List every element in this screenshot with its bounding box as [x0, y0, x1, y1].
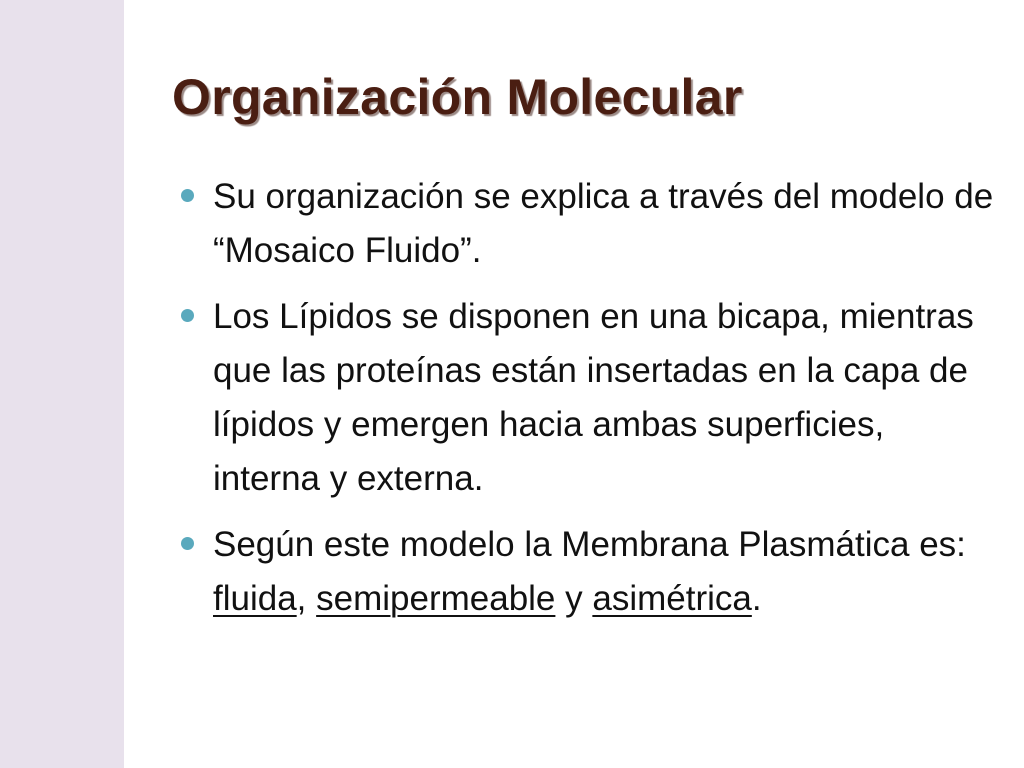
slide-title: Organización Molecular — [172, 69, 743, 125]
side-band-decoration — [0, 0, 124, 768]
separator-text: , — [296, 579, 317, 618]
bullet-dot-icon — [181, 309, 194, 322]
bullet-text: Los Lípidos se disponen en una bicapa, mientras que las proteínas están insertadas en la capa de lípidos y emergen hacia ambas superficies, interna y externa. — [213, 297, 974, 498]
bullet-text: Su organización se explica a través del modelo de “Mosaico Fluido”. — [213, 177, 994, 270]
bullet-dot-icon — [181, 189, 194, 202]
bullet-item — [181, 518, 996, 626]
term-semipermeable: semipermeable — [316, 579, 556, 618]
term-asimetrica: asimétrica — [592, 579, 752, 618]
bullet-text-prefix: Según este modelo la Membrana Plasmática es: — [213, 525, 966, 564]
term-fluida: fluida — [213, 579, 297, 618]
end-punctuation: . — [751, 579, 762, 618]
bullet-item — [181, 290, 996, 506]
bullet-dot-icon — [181, 537, 194, 550]
bullet-list — [181, 170, 996, 638]
bullet-item — [181, 170, 996, 278]
separator-text: y — [555, 579, 593, 618]
